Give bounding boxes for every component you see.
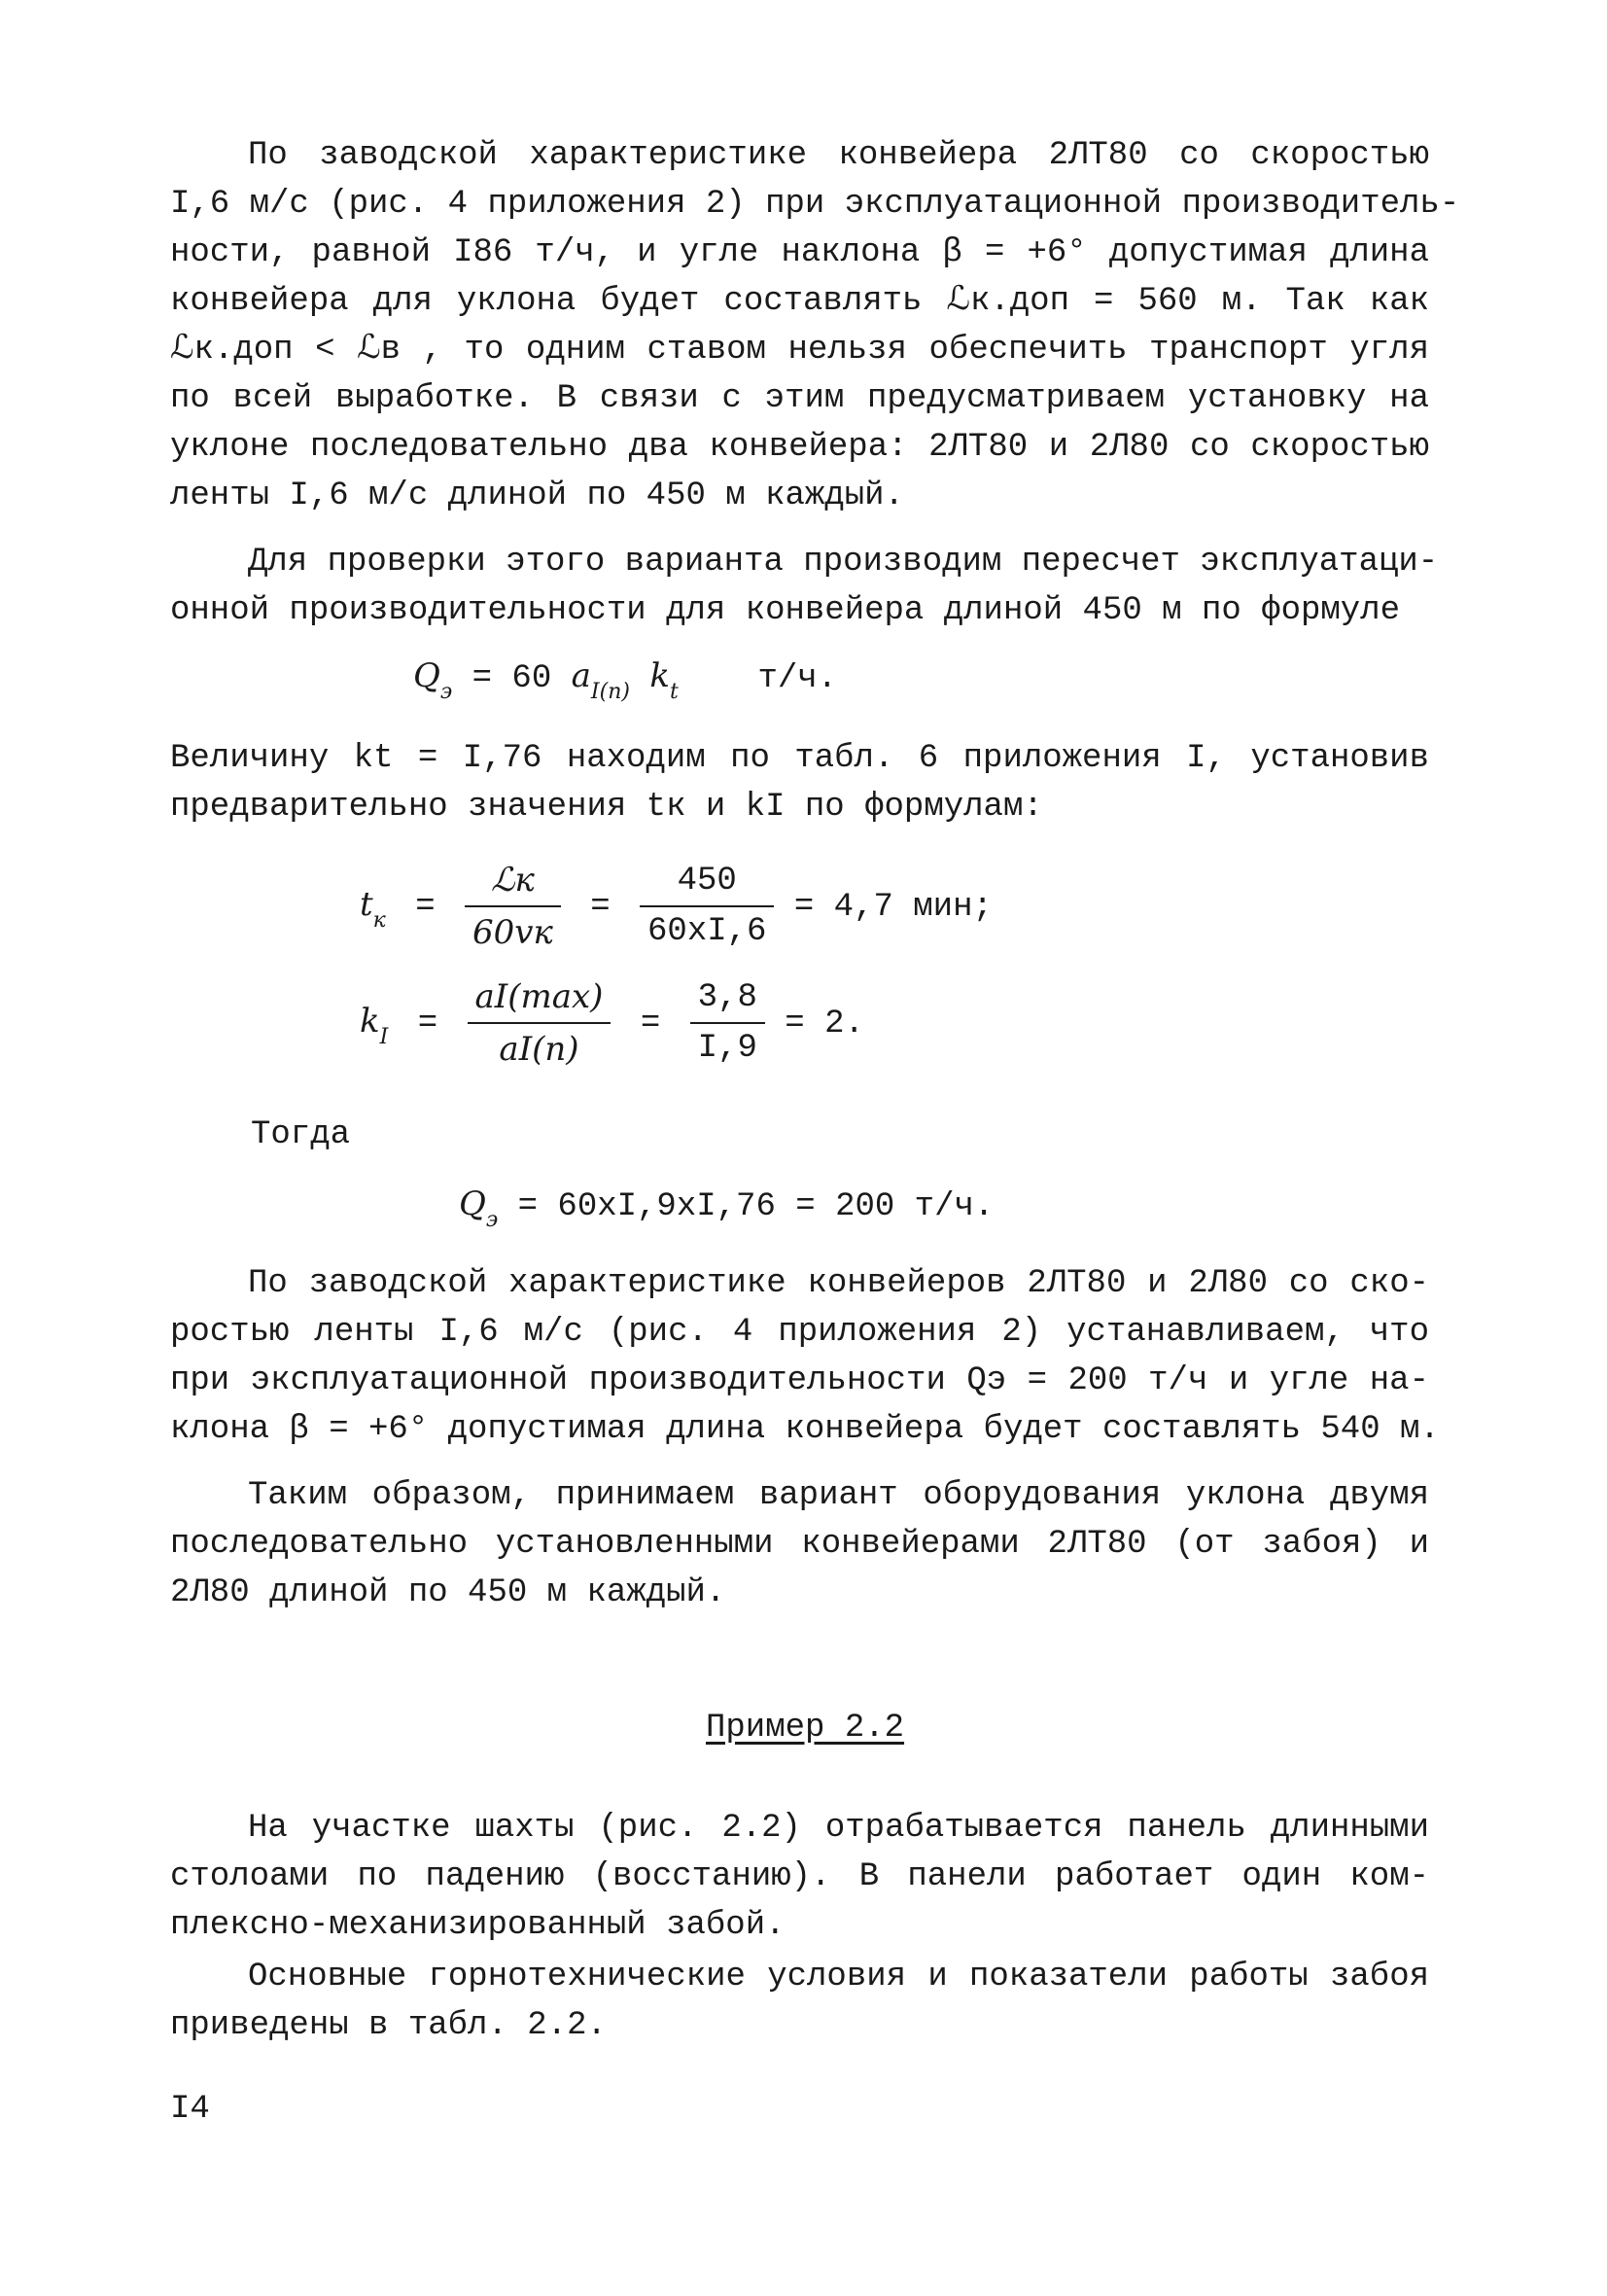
text-line: Основные горнотехнические условия и показатели работы забоя	[248, 1959, 1429, 1996]
paragraph-4	[170, 1259, 1440, 1454]
text-line: столоами по падению (восстанию). В панели работает один ком-	[170, 1858, 1429, 1895]
formula-equals: =	[640, 1005, 661, 1042]
formula-symbol: a	[571, 656, 591, 695]
text-line: ростью ленты I,6 м/с (рис. 4 приложения 2) устанавливаем, что	[170, 1314, 1429, 1351]
text-line: I,6 м/с (рис. 4 приложения 2) при эксплуатационной производитель-	[170, 186, 1460, 223]
formula-symbol: k	[360, 1001, 380, 1041]
formula-subscript: t	[669, 680, 679, 704]
formula-coefficient	[360, 977, 864, 1069]
page-number: I4	[170, 2091, 210, 2128]
text-line: приведены в табл. 2.2.	[170, 2007, 607, 2044]
text-line: клона β = +6° допустимая длина конвейера будет составлять 540 м.	[170, 1411, 1440, 1448]
text-line: По заводской характеристике конвейера 2ЛТ80 со скоростью	[248, 137, 1429, 174]
fraction-denominator: I,9	[697, 1030, 757, 1067]
text-line: 2Л80 длиной по 450 м каждый.	[170, 1574, 726, 1611]
formula-production-rate	[413, 656, 837, 704]
formula-subscript: I	[379, 1024, 389, 1049]
text-line: ности, равной I86 т/ч, и угле наклона β = +6° допустимая длина	[170, 234, 1429, 271]
fraction-numerator: aI(max)	[468, 977, 611, 1024]
paragraph-7	[170, 1953, 1429, 2050]
formula-equals: =	[415, 888, 436, 926]
paragraph-1	[170, 131, 1460, 520]
fraction	[640, 863, 774, 950]
formula-unit: т/ч.	[757, 660, 838, 697]
formula-symbol: t	[360, 884, 373, 924]
formula-result: = 4,7 мин;	[793, 888, 993, 926]
formula-equals: =	[590, 888, 611, 926]
paragraph-2	[170, 538, 1439, 635]
text-line: По заводской характеристике конвейеров 2ЛТ80 и 2Л80 со ско-	[248, 1265, 1429, 1302]
fraction-numerator: 3,8	[690, 979, 765, 1024]
text-line: ℒк.доп < ℒв , то одним ставом нельзя обеспечить транспорт угля	[170, 332, 1429, 369]
formula-subscript: э	[485, 1208, 499, 1232]
paragraph-6	[170, 1804, 1429, 1950]
fraction	[690, 979, 765, 1067]
text-line: ленты I,6 м/с длиной по 450 м каждый.	[170, 477, 904, 514]
fraction	[468, 977, 611, 1069]
fraction-numerator: ℒк	[465, 861, 561, 907]
text-line: Для проверки этого варианта производим пересчет эксплуатаци-	[248, 544, 1439, 581]
fraction-numerator: 450	[640, 863, 774, 907]
paragraph-3	[170, 734, 1429, 831]
then-word: Тогда	[251, 1116, 351, 1153]
formula-subscript: I(п)	[590, 680, 630, 704]
text-line: по всей выработке. В связи с этим предусматриваем установку на	[170, 380, 1429, 417]
text-line: последовательно установленными конвейерами 2ЛТ80 (от забоя) и	[170, 1526, 1429, 1563]
formula-time	[360, 861, 993, 952]
formula-symbol: Q	[413, 656, 440, 695]
text-line: предварительно значения tк и kI по формулам:	[170, 789, 1043, 826]
text-line: Таким образом, принимаем вариант оборудования уклона двумя	[248, 1477, 1429, 1514]
formula-symbol: Q	[459, 1184, 486, 1223]
fraction-denominator: 60vк	[472, 913, 553, 952]
section-heading: Пример 2.2	[706, 1710, 905, 1747]
formula-result-rate	[459, 1184, 994, 1232]
text-line: На участке шахты (рис. 2.2) отрабатывается панель длинными	[248, 1810, 1429, 1847]
text-line: уклоне последовательно два конвейера: 2ЛТ80 и 2Л80 со скоростью	[170, 429, 1429, 466]
formula-subscript: к	[372, 907, 386, 933]
paragraph-5	[170, 1471, 1429, 1617]
text-line: плексно-механизированный забой.	[170, 1907, 786, 1944]
fraction-denominator: 60хI,6	[647, 913, 767, 950]
formula-symbol: k	[649, 656, 670, 695]
formula-result: = 2.	[785, 1005, 864, 1042]
formula-text: = 60	[472, 660, 552, 697]
text-line: конвейера для уклона будет составлять ℒк.доп = 560 м. Так как	[170, 283, 1429, 320]
formula-subscript: э	[439, 680, 453, 704]
text-line: онной производительности для конвейера длиной 450 м по формуле	[170, 592, 1401, 629]
fraction-denominator: aI(п)	[499, 1030, 579, 1069]
formula-equals: =	[417, 1005, 438, 1042]
text-line: при эксплуатационной производительности Qэ = 200 т/ч и угле на-	[170, 1362, 1429, 1399]
formula-text: = 60хI,9хI,76 = 200 т/ч.	[517, 1188, 995, 1225]
text-line: Величину kt = I,76 находим по табл. 6 приложения I, установив	[170, 740, 1429, 777]
fraction	[465, 861, 561, 952]
